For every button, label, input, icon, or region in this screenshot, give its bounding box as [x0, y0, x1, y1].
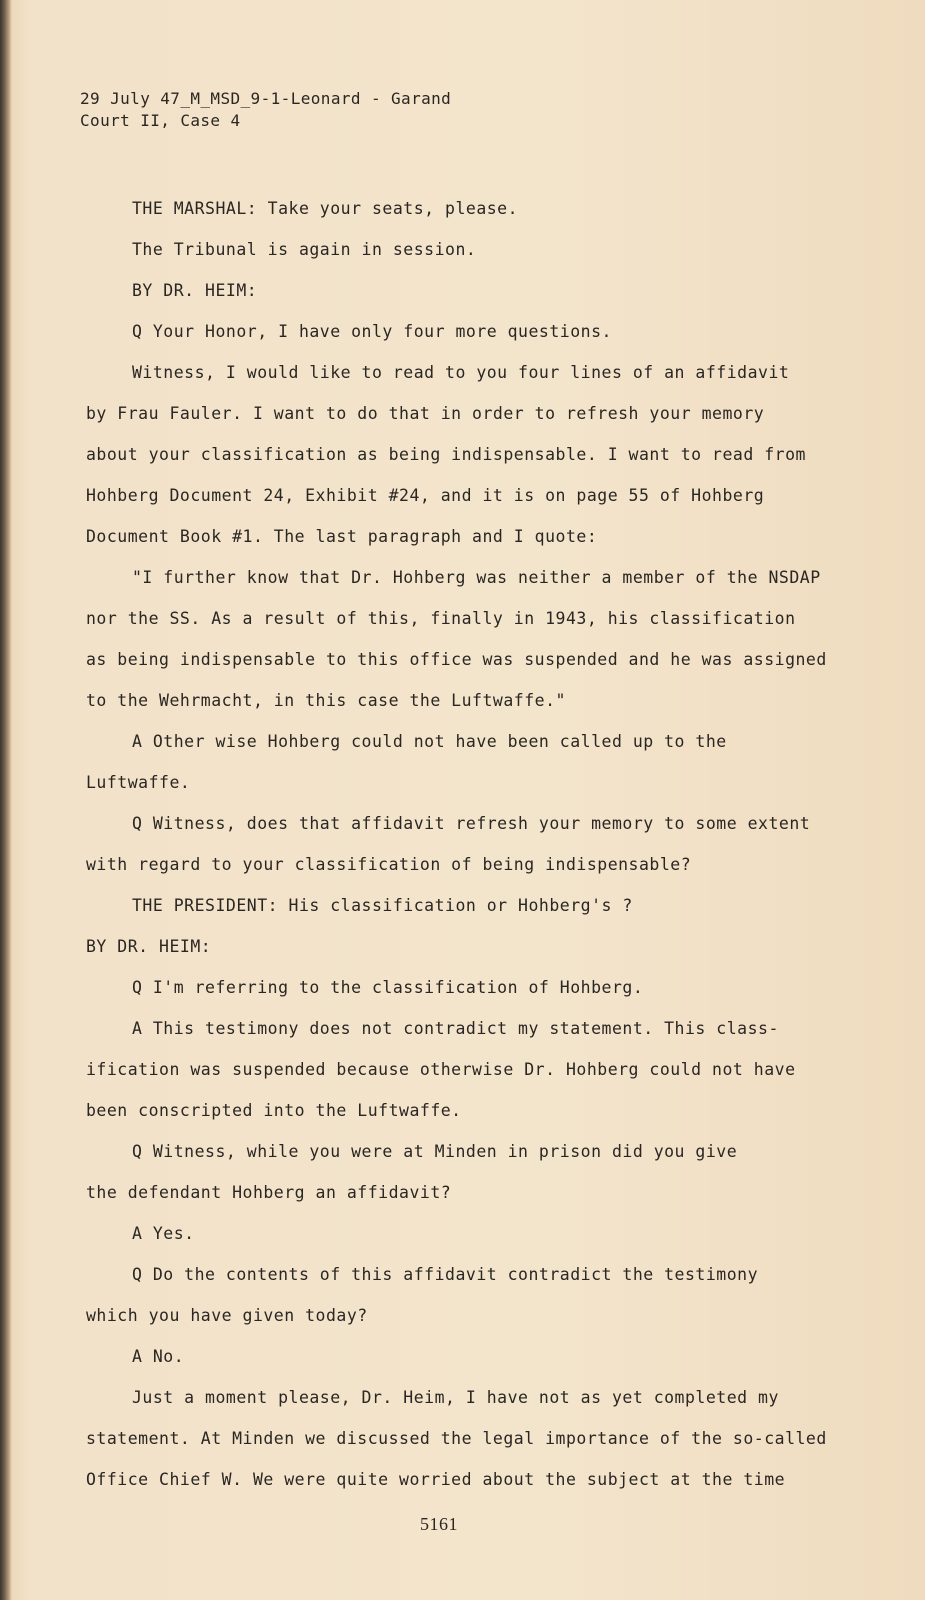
page-number: 5161: [420, 1514, 458, 1534]
transcript-body: [86, 188, 846, 1500]
transcript-line: BY DR. HEIM:: [132, 281, 258, 300]
transcript-line: Q Witness, while you were at Minden in prison did you give: [132, 1142, 738, 1161]
transcript-line: ification was suspended because otherwise Dr. Hohberg could not have: [86, 1060, 796, 1079]
transcript-line: which you have given today?: [86, 1306, 368, 1325]
transcript-line: Document Book #1. The last paragraph and I quote:: [86, 527, 598, 546]
transcript-line: statement. At Minden we discussed the legal importance of the so-called: [86, 1429, 827, 1448]
transcript-line: with regard to your classification of being indispensable?: [86, 855, 692, 874]
transcript-line: THE PRESIDENT: His classification or Hohberg's ?: [132, 896, 633, 915]
transcript-line: A Other wise Hohberg could not have been called up to the: [132, 732, 727, 751]
transcript-line: the defendant Hohberg an affidavit?: [86, 1183, 452, 1202]
transcript-line: Just a moment please, Dr. Heim, I have not as yet completed my: [132, 1388, 779, 1407]
header-line-1: 29 July 47_M_MSD_9-1-Leonard - Garand: [80, 89, 452, 108]
transcript-line: Q Do the contents of this affidavit contradict the testimony: [132, 1265, 759, 1284]
transcript-line: Q I'm referring to the classification of Hohberg.: [132, 978, 644, 997]
transcript-line: to the Wehrmacht, in this case the Luftwaffe.": [86, 691, 566, 710]
transcript-line: Witness, I would like to read to you four lines of an affidavit: [132, 363, 790, 382]
transcript-line: BY DR. HEIM:: [86, 937, 212, 956]
transcript-line: THE MARSHAL: Take your seats, please.: [132, 199, 519, 218]
transcript-line: Hohberg Document 24, Exhibit #24, and it is on page 55 of Hohberg: [86, 486, 765, 505]
transcript-line: Q Witness, does that affidavit refresh your memory to some extent: [132, 814, 811, 833]
transcript-line: A Yes.: [132, 1224, 195, 1243]
transcript-line: as being indispensable to this office was suspended and he was assigned: [86, 650, 827, 669]
transcript-line: "I further know that Dr. Hohberg was neither a member of the NSDAP: [132, 568, 821, 587]
transcript-line: The Tribunal is again in session.: [132, 240, 477, 259]
transcript-line: Luftwaffe.: [86, 773, 191, 792]
transcript-line: A No.: [132, 1347, 185, 1366]
transcript-line: nor the SS. As a result of this, finally in 1943, his classification: [86, 609, 796, 628]
header-line-2: Court II, Case 4: [80, 111, 241, 130]
transcript-line: been conscripted into the Luftwaffe.: [86, 1101, 462, 1120]
transcript-line: by Frau Fauler. I want to do that in order to refresh your memory: [86, 404, 765, 423]
transcript-line: about your classification as being indispensable. I want to read from: [86, 445, 806, 464]
transcript-line: Q Your Honor, I have only four more questions.: [132, 322, 612, 341]
document-header: [80, 88, 451, 132]
transcript-line: Office Chief W. We were quite worried about the subject at the time: [86, 1470, 786, 1489]
transcript-line: A This testimony does not contradict my statement. This class-: [132, 1019, 779, 1038]
page-edge-shadow: [0, 0, 12, 1600]
